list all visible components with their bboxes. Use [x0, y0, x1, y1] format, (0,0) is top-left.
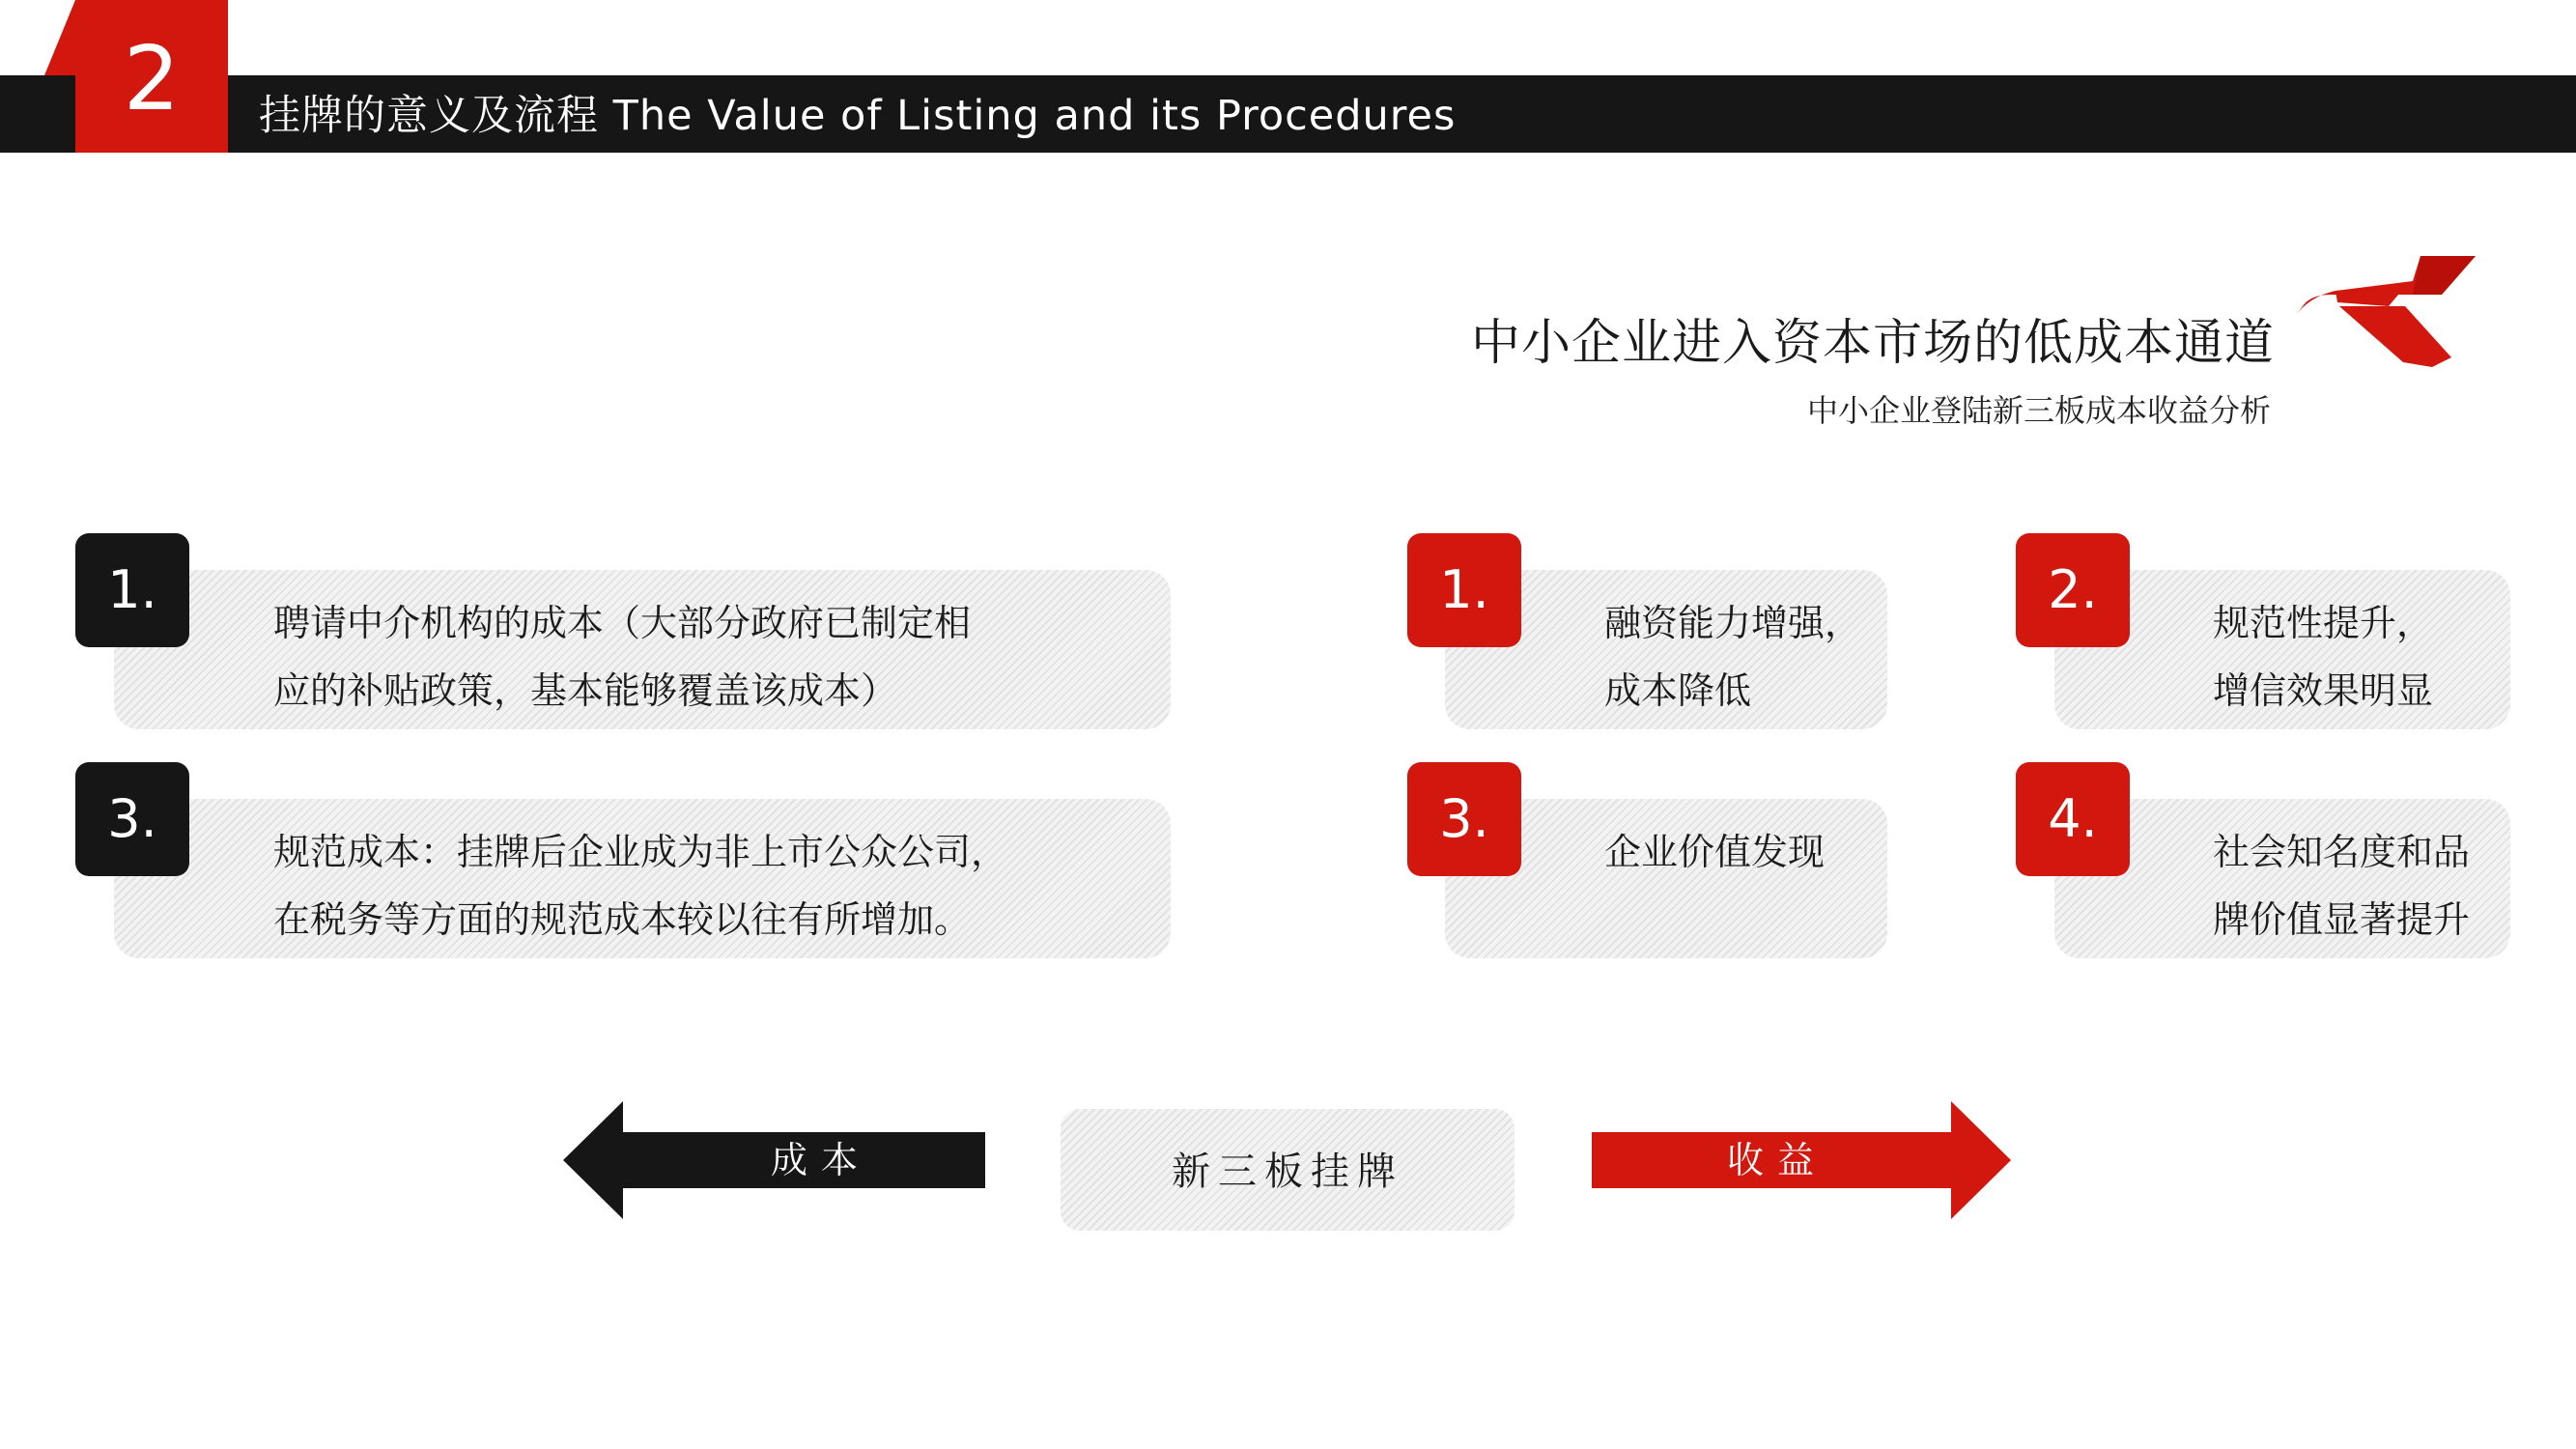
main-heading: 中小企业进入资本市场的低成本通道: [1470, 315, 2275, 372]
benefit-card-2-line-1: 规范性提升，: [2213, 602, 2434, 644]
cost-card-3-text: [273, 818, 1007, 953]
section-number: 2: [123, 27, 181, 130]
cost-card-1-text: [273, 589, 971, 724]
benefit-card-3-text: [1604, 818, 1825, 886]
cost-card-1-line-2: 应的补贴政策，基本能够覆盖该成本）: [273, 669, 898, 712]
benefit-arrow-label: 收益: [1726, 1139, 1827, 1181]
cost-card-1-line-1: 聘请中介机构的成本（大部分政府已制定相: [273, 602, 972, 644]
header-title: 挂牌的意义及流程 The Value of Listing and its Procedures: [259, 92, 1457, 140]
sub-heading: 中小企业登陆新三板成本收益分析: [1806, 392, 2271, 429]
benefit-card-3-line-1: 企业价值发现: [1604, 831, 1826, 873]
benefit-card-1-line-2: 成本降低: [1604, 669, 1752, 712]
benefit-card-1-line-1: 融资能力增强，: [1604, 602, 1862, 644]
cost-card-3-line-2: 在税务等方面的规范成本较以往有所增加。: [273, 898, 972, 941]
benefit-card-3-badge: 3.: [1407, 762, 1521, 876]
benefit-card-2-line-2: 增信效果明显: [2213, 669, 2434, 712]
cost-card-3-line-1: 规范成本：挂牌后企业成为非上市公众公司，: [273, 831, 1008, 873]
cost-card-3-badge: 3.: [75, 762, 189, 876]
benefit-card-2-text: [2213, 589, 2433, 724]
benefit-card-1-badge: 1.: [1407, 533, 1521, 647]
benefit-card-4-badge: 4.: [2016, 762, 2130, 876]
cost-card-1-badge: 1.: [75, 533, 189, 647]
swoosh-logo-icon: [2297, 256, 2476, 367]
benefit-card-4-text: [2213, 818, 2470, 953]
benefit-card-4-line-1: 社会知名度和品: [2213, 831, 2471, 873]
benefit-card-1-text: [1604, 589, 1861, 724]
section-tab-fold: [44, 0, 75, 75]
center-box-label: 新三板挂牌: [1172, 1150, 1403, 1194]
benefit-card-2-badge: 2.: [2016, 533, 2130, 647]
cost-arrow-label: 成本: [770, 1139, 871, 1181]
benefit-card-4-line-2: 牌价值显著提升: [2213, 898, 2471, 941]
